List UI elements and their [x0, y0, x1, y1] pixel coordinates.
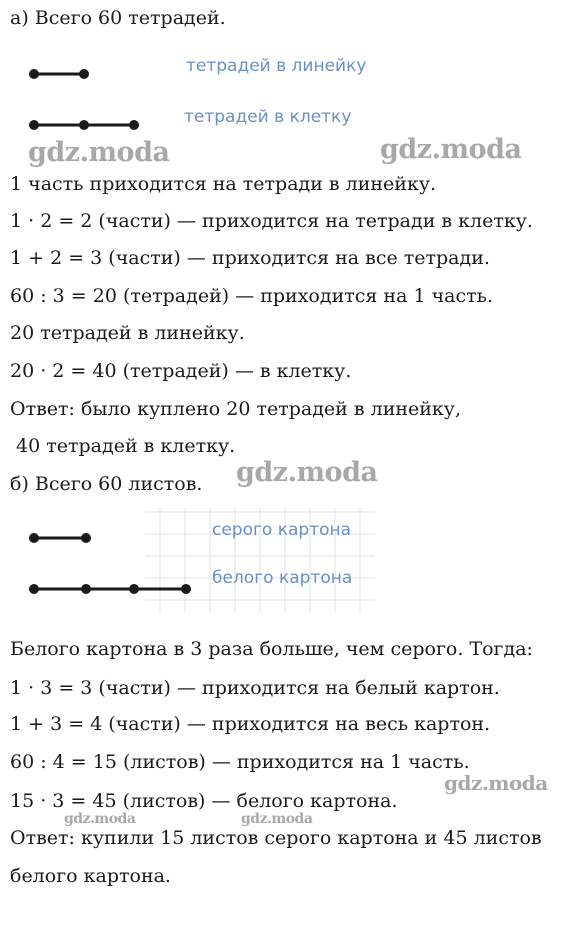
solution-line: 60 : 3 = 20 (тетрадей) — приходится на 1 часть.: [10, 285, 493, 307]
label-grid-notebooks: тетрадей в клетку: [184, 107, 352, 127]
segment-point: [81, 71, 88, 78]
solution-line: 1 + 2 = 3 (части) — приходится на все тетради.: [10, 247, 490, 269]
label-lined-notebooks: тетрадей в линейку: [186, 56, 367, 76]
solution-line: 15 · 3 = 45 (листов) — белого картона.: [10, 790, 398, 812]
label-white-cardboard: белого картона: [212, 568, 353, 588]
segment-point: [81, 122, 88, 129]
solution-line: 1 + 3 = 4 (части) — приходится на весь картон.: [10, 713, 491, 735]
segment-point: [31, 535, 38, 542]
segment-point: [83, 586, 90, 593]
segment-point: [31, 586, 38, 593]
solution-line: 20 · 2 = 40 (тетрадей) — в клетку.: [10, 360, 352, 382]
watermark: gdz.moda: [444, 771, 548, 795]
watermark: gdz.moda: [380, 134, 522, 165]
segment-point: [31, 122, 38, 129]
segment-point: [131, 586, 138, 593]
solution-line: 60 : 4 = 15 (листов) — приходится на 1 часть.: [10, 751, 470, 773]
label-grey-cardboard: серого картона: [212, 520, 352, 540]
segment-point: [83, 535, 90, 542]
watermark: gdz.moda: [241, 811, 313, 827]
solution-line: 1 · 3 = 3 (части) — приходится на белый картон.: [10, 677, 500, 699]
watermark: gdz.moda: [236, 457, 378, 488]
watermark: gdz.moda: [28, 137, 170, 168]
solution-line: 20 тетрадей в линейку.: [10, 322, 245, 344]
answer-line: 40 тетрадей в клетку.: [10, 435, 236, 457]
part-b-header: б) Всего 60 листов.: [10, 473, 203, 495]
solution-line: 1 · 2 = 2 (части) — приходится на тетради в клетку.: [10, 210, 533, 232]
segment-point: [31, 71, 38, 78]
answer-line: Ответ: было куплено 20 тетрадей в линейку,: [10, 398, 462, 420]
solution-line: Белого картона в 3 раза больше, чем серого. Тогда:: [10, 638, 533, 660]
part-a-header: а) Всего 60 тетрадей.: [10, 7, 226, 29]
segment-point: [183, 586, 190, 593]
answer-line: Ответ: купили 15 листов серого картона и 45 листов: [10, 827, 542, 849]
solution-line: 1 часть приходится на тетради в линейку.: [10, 173, 437, 195]
answer-line: белого картона.: [10, 865, 171, 887]
watermark: gdz.moda: [64, 811, 136, 827]
segment-point: [131, 122, 138, 129]
